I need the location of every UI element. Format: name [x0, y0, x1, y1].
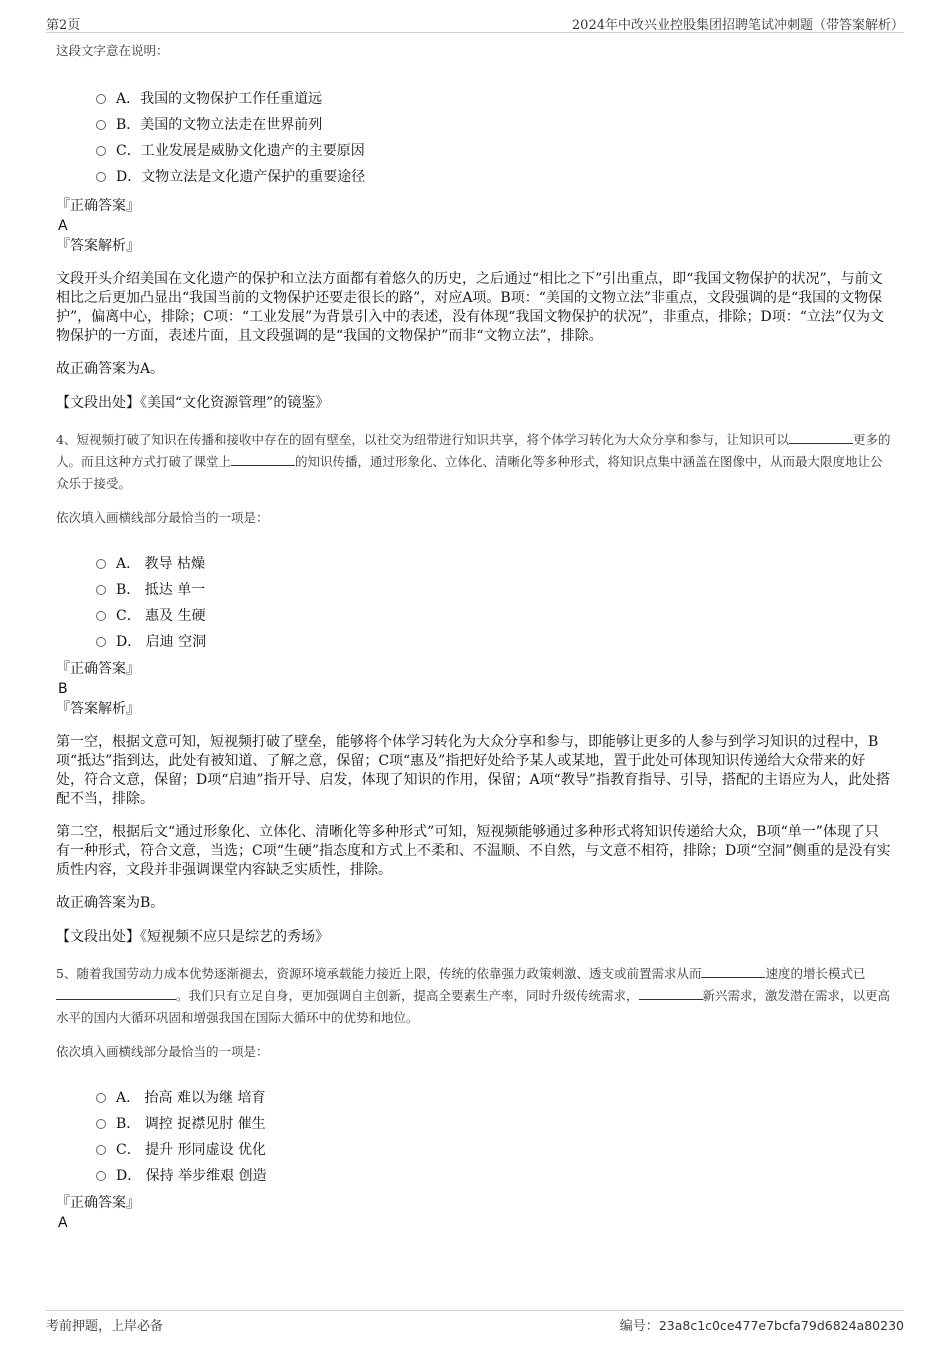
q4-options [96, 551, 892, 655]
q4-answer-label: 『正确答案』 [56, 661, 140, 677]
q4-analysis-2: 第二空，根据后文“通过形象化、立体化、清晰化等多种形式”可知，短视频能够通过多种形式将知识传递给大众，B项“单一”体现了只有一种形式，符合文意，当选；C项“生硬”指态度和方式上不柔和、不温顺、不自然，与文意不相符，排除；D项“空洞”侧重的是没有实质性内容，文段并非强调课堂内容缺乏实质性，排除。 [56, 824, 891, 878]
q5-prompt: 依次填入画横线部分最恰当的一项是： [56, 1044, 269, 1059]
fill-blank [231, 453, 295, 466]
q4-analysis-1: 第一空，根据文意可知，短视频打破了壁垒，能够将个体学习转化为大众分享和参与，即能够让更多的人参与到学习知识的过程中，B项“抵达”指到达，此处有被知道、了解之意，保留；C项“惠及”指把好处给予某人或某地，置于此处可体现知识传递给大众带来的好处，符合文意，保留；D项“启迪”指开导、启发，体现了知识的作用，保留；A项“教导”指教育指导、引导，搭配的主语应为人，此处搭配不当，排除。 [56, 734, 890, 807]
radio-icon[interactable] [96, 585, 106, 595]
q5-option-a[interactable]: A． 抬高 难以为继 培育 [96, 1085, 892, 1111]
q3-answer-label: 『正确答案』 [56, 198, 140, 214]
q4-option-c[interactable]: C． 惠及 生硬 [96, 603, 892, 629]
document-code: 编号：23a8c1c0ce477e7bcfa79d6824a80230 [619, 1318, 904, 1334]
q5-option-d[interactable]: D． 保持 举步维艰 创造 [96, 1163, 892, 1189]
radio-icon[interactable] [96, 1093, 106, 1103]
q4-answer: B [58, 681, 68, 697]
q3-analysis-label: 『答案解析』 [56, 238, 140, 254]
radio-icon[interactable] [96, 120, 106, 130]
q4-prompt: 依次填入画横线部分最恰当的一项是： [56, 510, 269, 525]
page-number: 第2页 [46, 18, 81, 33]
fill-blank [789, 431, 853, 444]
q3-option-d[interactable]: D．文物立法是文化遗产保护的重要途径 [96, 164, 892, 190]
q3-analysis: 文段开头介绍美国在文化遗产的保护和立法方面都有着悠久的历史，之后通过“相比之下”引出重点，即“我国文物保护的状况”，与前文相比之后更加凸显出“我国当前的文物保护还要走很长的路”，对应A项。B项：“美国的文物立法”非重点，文段强调的是“我国的文物保护”，偏离中心，排除；C项：“工业发展”为背景引入中的表述，没有体现“我国文物保护的状况”，非重点，排除；D项：“立法”仅为文物保护的一方面，表述片面，且文段强调的是“我国的文物保护”而非“文物立法”，排除。 [56, 271, 885, 344]
q5-text: 5、随着我国劳动力成本优势逐渐褪去，资源环境承载能力接近上限，传统的依靠强力政策刺激、透支或前置需求从而 速度的增长模式已。我们只有立足自身，更加强调自主创新，提高全要素生产率，同时升级传统需求， 新兴需求，激发潜在需求，以更高水平的国内大循环巩固和增强我国在国际大循环中的优势和地位。 [56, 966, 891, 1025]
q3-options [96, 86, 892, 190]
radio-icon[interactable] [96, 172, 106, 182]
document-body [56, 40, 892, 1233]
q3-answer: A [58, 218, 68, 234]
q3-option-c[interactable]: C．工业发展是威胁文化遗产的主要原因 [96, 138, 892, 164]
q3-option-a[interactable]: A．我国的文物保护工作任重道远 [96, 86, 892, 112]
q3-conclusion: 故正确答案为A。 [56, 361, 165, 377]
fill-blank [639, 987, 703, 1000]
radio-icon[interactable] [96, 1171, 106, 1181]
q5-answer-label: 『正确答案』 [56, 1195, 140, 1211]
document-title: 2024年中改兴业控股集团招聘笔试冲刺题（带答案解析） [571, 18, 904, 33]
radio-icon[interactable] [96, 611, 106, 621]
footer-slogan: 考前押题，上岸必备 [46, 1319, 164, 1334]
radio-icon[interactable] [96, 559, 106, 569]
q5-options [96, 1085, 892, 1189]
q5-option-c[interactable]: C． 提升 形同虚设 优化 [96, 1137, 892, 1163]
q4-conclusion: 故正确答案为B。 [56, 895, 165, 911]
q5-option-b[interactable]: B． 调控 捉襟见肘 催生 [96, 1111, 892, 1137]
page-header [46, 12, 904, 33]
radio-icon[interactable] [96, 146, 106, 156]
page-footer [46, 1310, 904, 1335]
radio-icon[interactable] [96, 1119, 106, 1129]
q4-source: 【文段出处】《短视频不应只是综艺的秀场》 [56, 929, 329, 945]
q3-prompt: 这段文字意在说明： [56, 43, 169, 58]
q4-text: 4、短视频打破了知识在传播和接收中存在的固有壁垒，以社交为纽带进行知识共享，将个体学习转化为大众分享和参与，让知识可以 更多的人。而且这种方式打破了课堂上 的知识传播，通过形象化、立体化、清晰化等多种形式，将知识点集中涵盖在图像中，从而最大限度地让公众乐于接受。 [56, 432, 891, 491]
q5-answer: A [58, 1215, 68, 1231]
q4-analysis-label: 『答案解析』 [56, 701, 140, 717]
q4-option-a[interactable]: A． 教导 枯燥 [96, 551, 892, 577]
q3-source: 【文段出处】《美国“文化资源管理”的镜鉴》 [56, 395, 330, 411]
q4-option-b[interactable]: B． 抵达 单一 [96, 577, 892, 603]
q3-option-b[interactable]: B．美国的文物立法走在世界前列 [96, 112, 892, 138]
q4-option-d[interactable]: D． 启迪 空洞 [96, 629, 892, 655]
fill-blank [701, 965, 765, 978]
radio-icon[interactable] [96, 1145, 106, 1155]
radio-icon[interactable] [96, 637, 106, 647]
radio-icon[interactable] [96, 94, 106, 104]
fill-blank [56, 987, 176, 1000]
